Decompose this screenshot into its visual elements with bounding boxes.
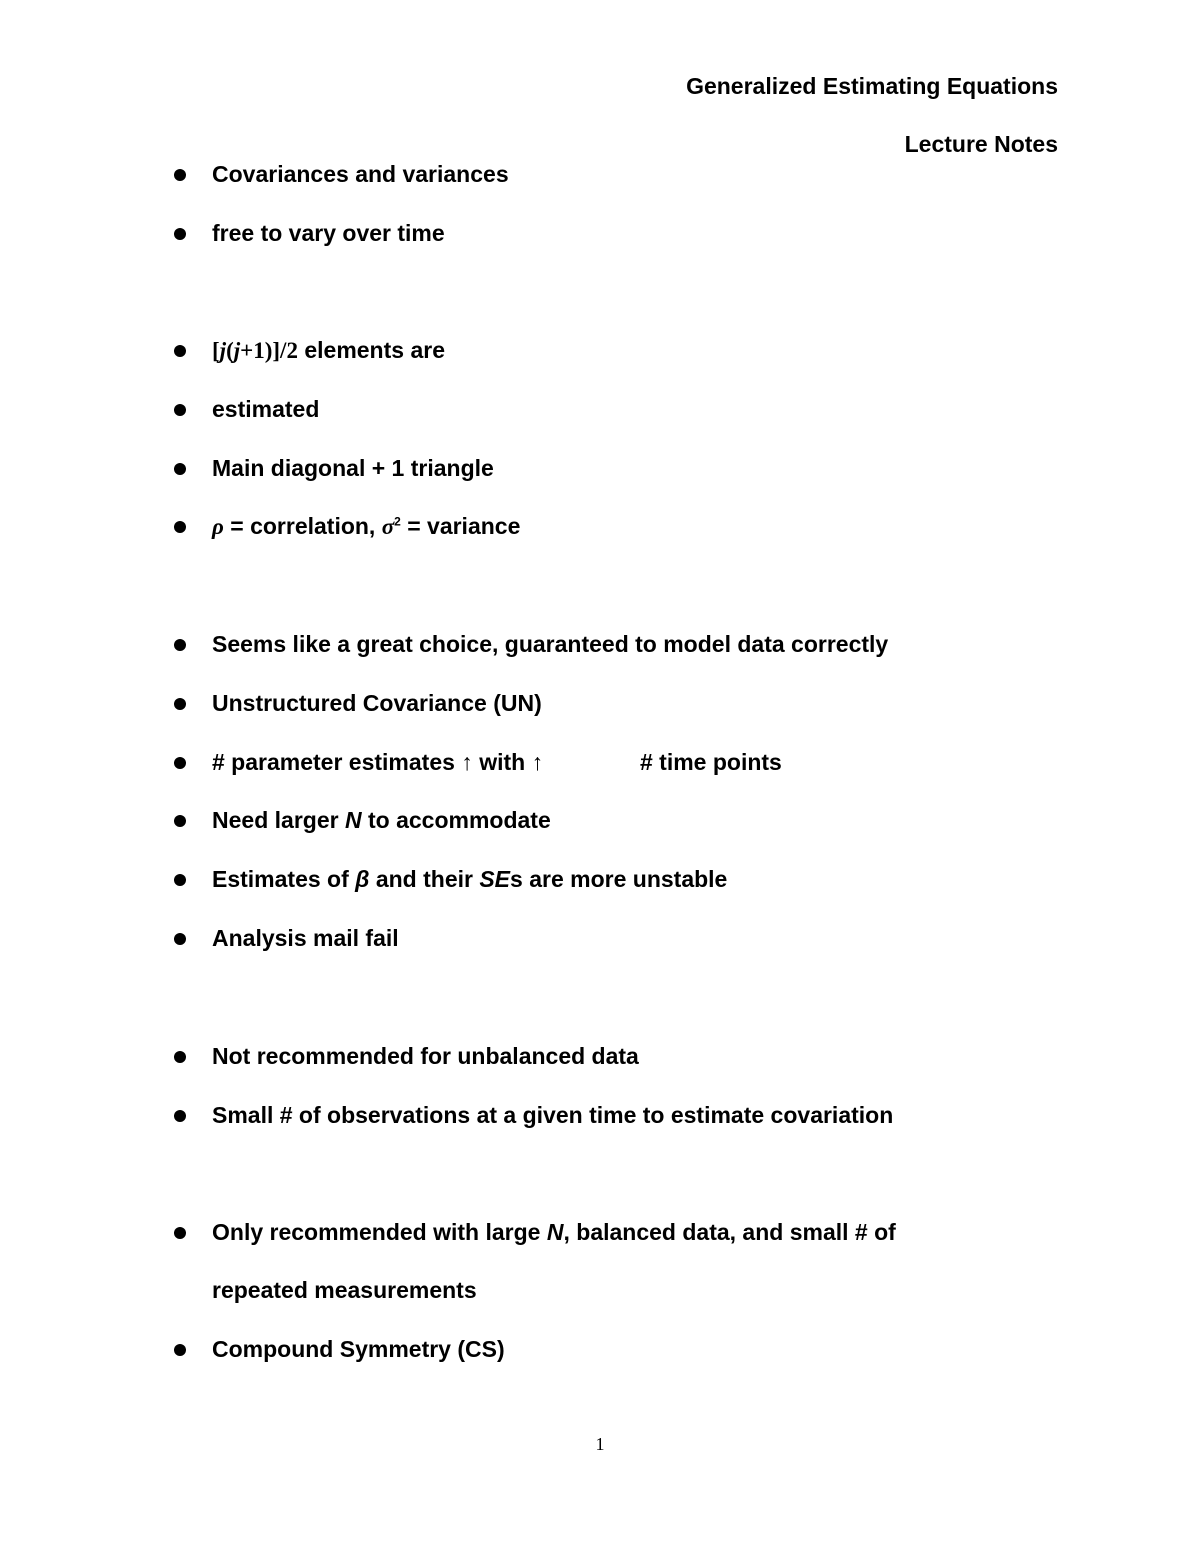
- list-item-not-recommended: Not recommended for unbalanced data: [212, 1043, 639, 1069]
- only-rec-pre: Only recommended with large: [212, 1219, 547, 1245]
- list-item-free-to-vary: free to vary over time: [212, 220, 445, 246]
- formula-open: [: [212, 338, 220, 363]
- list-item-small-observations: Small # of observations at a given time to estimate covariation: [212, 1102, 894, 1128]
- rho-text: = correlation,: [223, 513, 382, 539]
- only-rec-post: , balanced data, and small # of: [563, 1219, 896, 1245]
- list-item-covariances: Covariances and variances: [212, 161, 509, 187]
- need-larger-post: to accommodate: [361, 807, 551, 833]
- list-item-repeated-measurements: repeated measurements: [212, 1277, 477, 1303]
- list-item-unstructured: Unstructured Covariance (UN): [212, 690, 542, 716]
- sigma-superscript: 2: [394, 514, 401, 529]
- list-item-elements-are: [212, 336, 445, 365]
- list-item-time-points: # time points: [640, 749, 782, 775]
- estimates-mid: and their: [369, 866, 480, 892]
- bullet-icon: [174, 463, 186, 475]
- document-subtitle: Lecture Notes: [904, 131, 1058, 157]
- list-item-rho-sigma: [212, 512, 520, 541]
- bullet-icon: [174, 1344, 186, 1356]
- bullet-icon: [174, 404, 186, 416]
- formula-j1: j: [219, 338, 227, 363]
- bullet-icon: [174, 169, 186, 181]
- elements-formula: [212, 338, 298, 363]
- need-larger-n: N: [344, 807, 362, 833]
- se-abbrev: SE: [479, 866, 511, 892]
- bullet-icon: [174, 933, 186, 945]
- need-larger-pre: Need larger: [212, 807, 345, 833]
- list-item-only-recommended: [212, 1218, 896, 1246]
- page-number: 1: [595, 1434, 605, 1454]
- beta-symbol: β: [355, 866, 370, 892]
- estimates-pre: Estimates of: [212, 866, 356, 892]
- list-item-estimated: estimated: [212, 396, 320, 422]
- list-item-compound-symmetry: Compound Symmetry (CS): [212, 1336, 505, 1362]
- list-item-estimates-beta: [212, 865, 727, 893]
- document-title: Generalized Estimating Equations: [686, 73, 1058, 99]
- only-rec-n: N: [546, 1219, 564, 1245]
- bullet-icon: [174, 757, 186, 769]
- estimates-post: s are more unstable: [510, 866, 728, 892]
- list-item-main-diagonal: Main diagonal + 1 triangle: [212, 455, 494, 481]
- bullet-icon: [174, 1051, 186, 1063]
- list-item-analysis-fail: Analysis mail fail: [212, 925, 399, 951]
- list-item-param-estimates: # parameter estimates ↑ with ↑: [212, 749, 544, 775]
- bullet-icon: [174, 639, 186, 651]
- bullet-icon: [174, 228, 186, 240]
- formula-mid: (: [226, 338, 234, 363]
- bullet-icon: [174, 874, 186, 886]
- bullet-icon: [174, 345, 186, 357]
- sigma-symbol: σ: [381, 514, 395, 539]
- elements-are-text: elements are: [297, 337, 445, 363]
- formula-j2: j: [233, 338, 241, 363]
- rho-symbol: ρ: [212, 514, 224, 539]
- bullet-icon: [174, 815, 186, 827]
- bullet-icon: [174, 1227, 186, 1239]
- sigma-text: = variance: [400, 513, 521, 539]
- list-item-need-larger-n: [212, 806, 551, 834]
- formula-close: +1)]/2: [240, 338, 298, 363]
- bullet-icon: [174, 698, 186, 710]
- list-item-great-choice: Seems like a great choice, guaranteed to model data correctly: [212, 631, 889, 657]
- bullet-icon: [174, 521, 186, 533]
- bullet-icon: [174, 1110, 186, 1122]
